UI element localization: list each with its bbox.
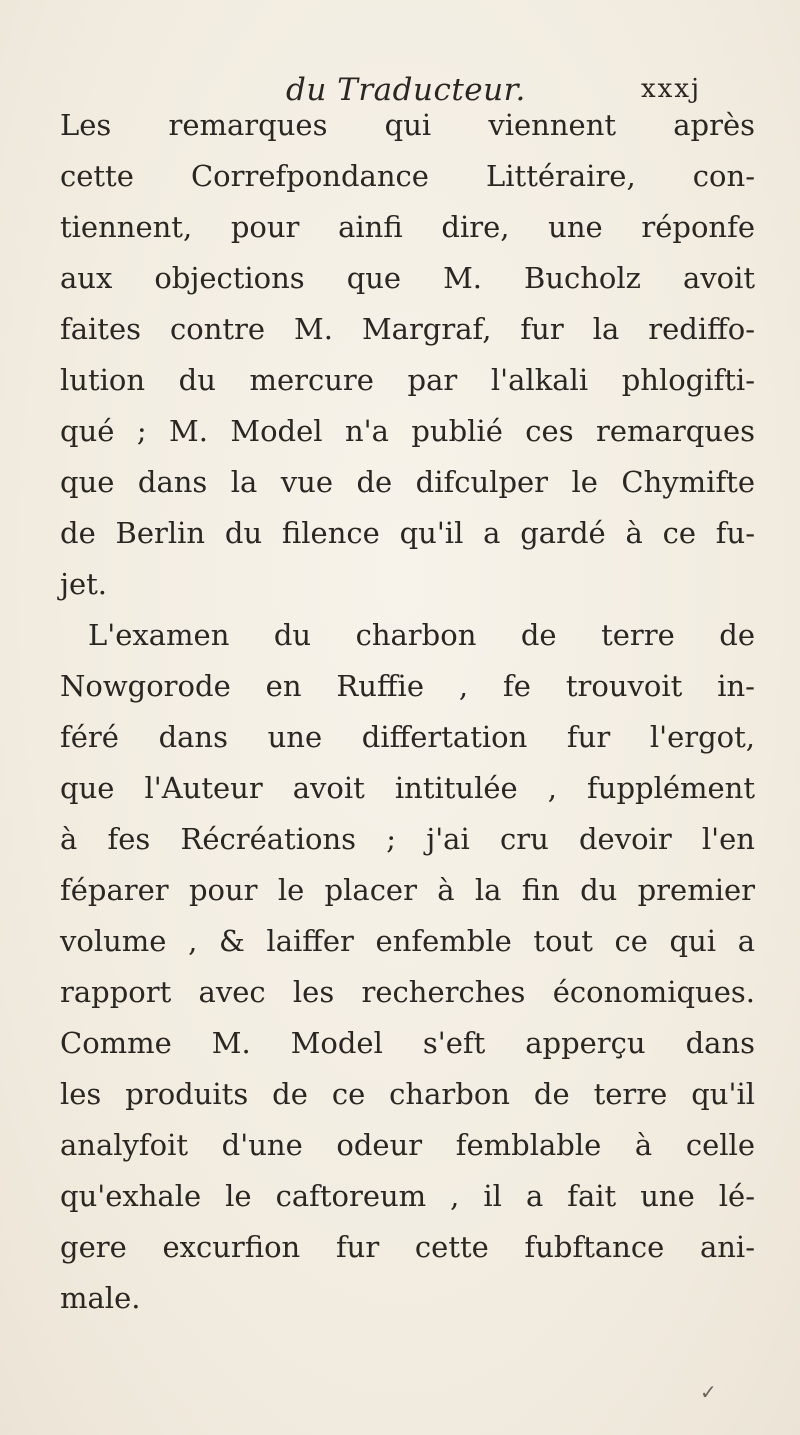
text-line: de Berlin du filence qu'il a gardé à ce fu- bbox=[60, 516, 755, 550]
text-line: analyfoit d'une odeur femblable à celle bbox=[60, 1128, 755, 1162]
text-line: Nowgorode en Ruffie , fe trouvoit in- bbox=[60, 669, 755, 703]
text-line: volume , & laiffer enfemble tout ce qui a bbox=[60, 924, 755, 958]
text-line: gere excurfion fur cette fubftance ani- bbox=[60, 1230, 755, 1264]
text-line: que dans la vue de difculper le Chymifte bbox=[60, 465, 755, 499]
margin-mark: ✓ bbox=[700, 1380, 717, 1404]
text-line: que l'Auteur avoit intitulée , fupplément bbox=[60, 771, 755, 805]
text-line: male. bbox=[60, 1281, 141, 1315]
text-line: Les remarques qui viennent après bbox=[60, 108, 755, 142]
text-line: lution du mercure par l'alkali phlogifti- bbox=[60, 363, 755, 397]
text-line: cette Correfpondance Littéraire, con- bbox=[60, 159, 755, 193]
text-line: L'examen du charbon de terre de bbox=[88, 618, 755, 652]
page-number: xxxj bbox=[641, 74, 702, 104]
running-title: du Traducteur. bbox=[286, 72, 526, 108]
text-line: féré dans une differtation fur l'ergot, bbox=[60, 720, 755, 754]
text-line: qu'exhale le caftoreum , il a fait une lé- bbox=[60, 1179, 755, 1213]
text-line: à fes Récréations ; j'ai cru devoir l'en bbox=[60, 822, 755, 856]
text-line: Comme M. Model s'eft apperçu dans bbox=[60, 1026, 755, 1060]
text-line: féparer pour le placer à la fin du premier bbox=[60, 873, 755, 907]
body-text bbox=[60, 100, 755, 1324]
text-line: faites contre M. Margraf, fur la rediffo- bbox=[60, 312, 755, 346]
text-line: les produits de ce charbon de terre qu'il bbox=[60, 1077, 755, 1111]
text-line: aux objections que M. Bucholz avoit bbox=[60, 261, 755, 295]
text-line: jet. bbox=[60, 567, 108, 601]
text-line: qué ; M. Model n'a publié ces remarques bbox=[60, 414, 755, 448]
text-line: tiennent, pour ainfi dire, une réponfe bbox=[60, 210, 755, 244]
text-line: rapport avec les recherches économiques. bbox=[60, 975, 755, 1009]
